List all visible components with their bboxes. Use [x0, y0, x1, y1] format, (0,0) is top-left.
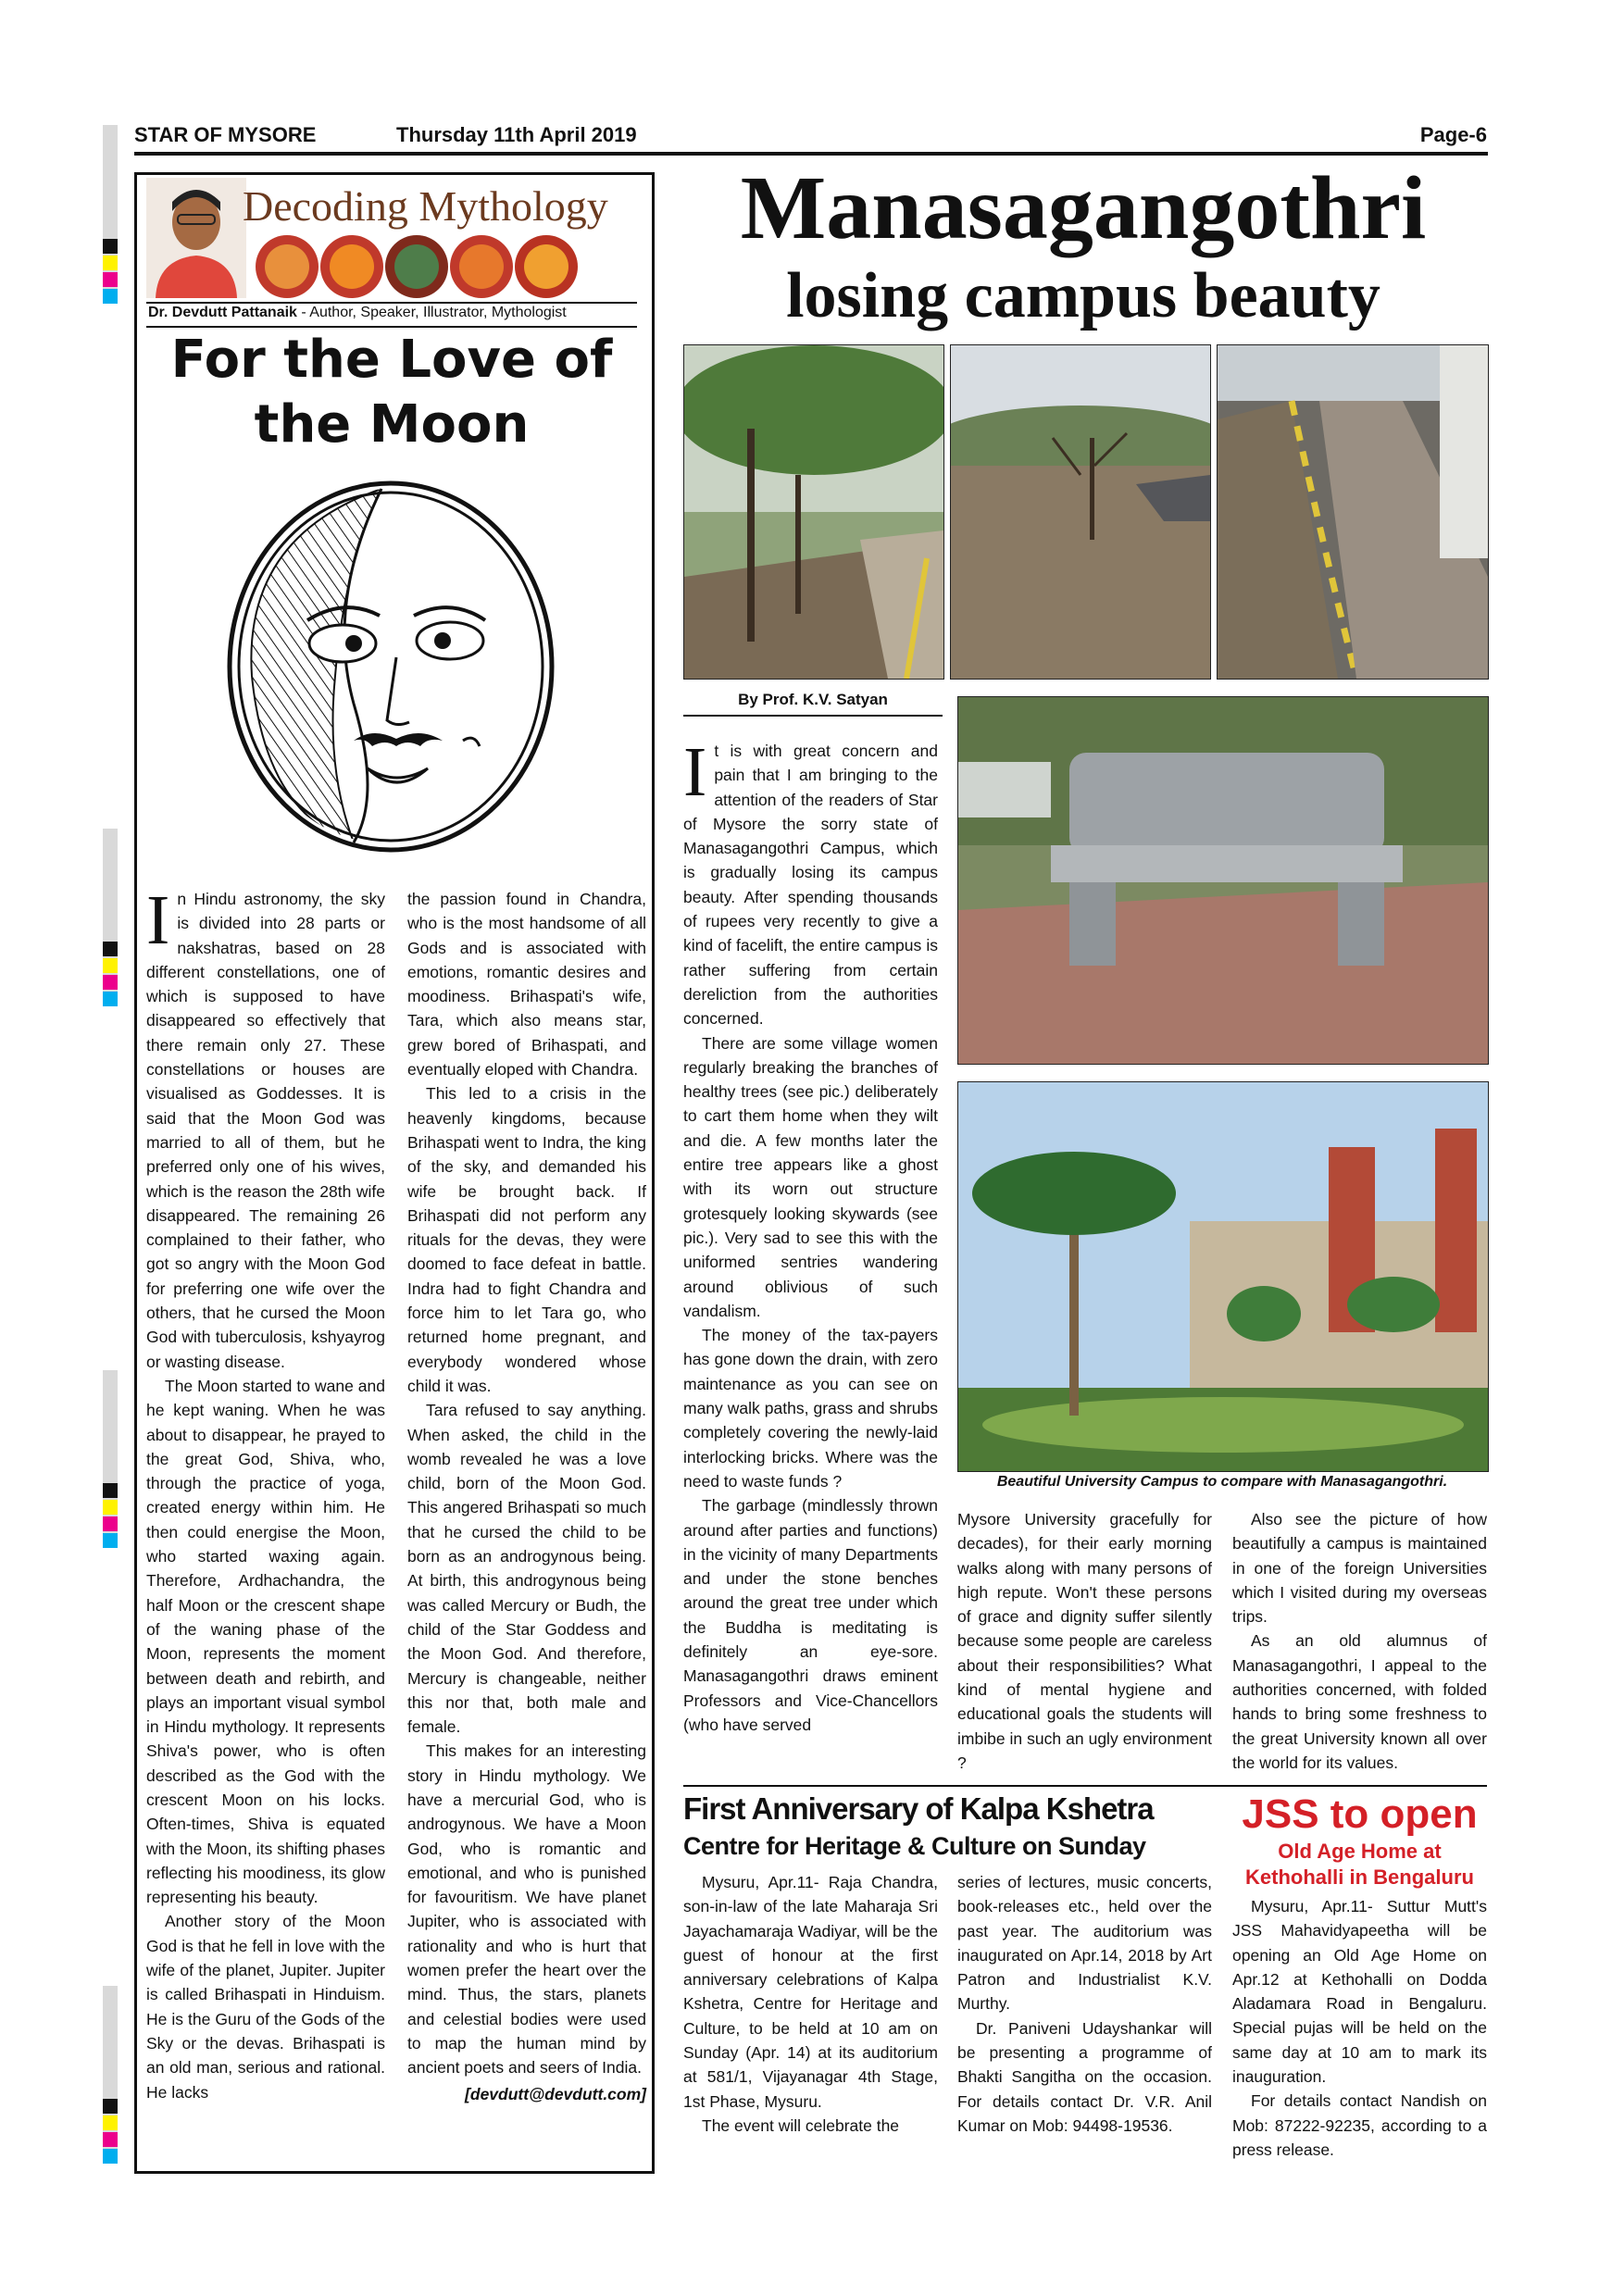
paragraph: Mysuru, Apr.11- Raja Chandra, son-in-law of the late Maharaja Sri Jayachamaraja Wadiyar, will be the guest of honour at the first anniversary celebrations of Kalpa Kshetra, Centre for Heritage and Culture, to be held at 10 am on Sunday (Apr. 14) at its auditorium at 581/1, Vijayanagar 4th Stage, 1st Phase, Mysuru.	[683, 1873, 938, 2111]
page-number: Page-6	[1419, 123, 1487, 146]
issue-date: Thursday 11th April 2019	[396, 123, 637, 146]
paragraph: For details contact Nandish on Mob: 87222-92235, according to a press release.	[1232, 2091, 1487, 2159]
registration-mark-black	[103, 239, 118, 254]
main-story-col3	[1232, 1507, 1487, 1775]
main-headline-2: losing campus beauty	[786, 260, 1380, 331]
registration-mark-black	[103, 2099, 118, 2114]
drop-cap: I	[146, 881, 170, 959]
registration-mark-cyan	[103, 2149, 118, 2164]
registration-mark-cyan	[103, 1533, 118, 1548]
paragraph: series of lectures, music concerts, book-releases etc., held over the past year. The auditorium was inaugurated on Apr.14, 2018 by Art Patron and Industrialist K.V. Murthy.	[957, 1873, 1212, 2014]
banner-rule	[146, 302, 637, 304]
registration-mark-cyan	[103, 289, 118, 304]
main-byline: By Prof. K.V. Satyan	[738, 691, 888, 708]
kalpa-col1	[683, 1870, 938, 2138]
paragraph: Mysore University gracefully for decades), for their early morning walks along with many persons of high repute. Won't these persons of grace and dignity suffer silently because some people are careless about their responsibilities? What kind of mental hygiene and educational goals the students will imbibe in such an ugly environment ?	[957, 1510, 1212, 1772]
registration-mark-yellow	[103, 2115, 118, 2130]
paragraph: The Moon started to wane and he kept waning. When he was about to disappear, he prayed to the great God, Shiva, who, through the practice of yoga, created energy within him. He then could energise the Moon, who started waxing again. Therefore, Ardhachandra, the half Moon or the crescent shape of the waning phase of the Moon, represents the moment between death and rebirth, and plays an important visual symbol in Hindu mythology. It represents Shiva's power, who is often described as the God with the crescent Moon on his locks. Often-times, Shiva is equated with the Moon, its shifting phases reflecting his moodiness, its glow representing his beauty.	[146, 1376, 385, 1907]
paragraph: the passion found in Chandra, who is the most handsome of all Gods and is associated with emotions, romantic desires and moodiness. Brihaspati's wife, Tara, which also means star, grew bored of Brihaspati, and eventually eloped with Chandra.	[407, 890, 646, 1079]
jss-subhead-1: Old Age Home at	[1278, 1840, 1442, 1863]
mask-icons	[256, 235, 578, 298]
paragraph: The money of the tax-payers has gone down the drain, with zero maintenance as you can see on many walk paths, grass and shrubs completely covering the newly-laid interlocking bricks. Where was the need to waste funds ?	[683, 1326, 938, 1491]
main-story-col1	[683, 733, 938, 1737]
paper-name: STAR OF MYSORE	[134, 123, 317, 146]
paragraph: The garbage (mindlessly thrown around after parties and functions) in the vicinity of many Departments and under the stone benches around the great tree under which the Buddha is meditating is definitely an eye-sore. Manasagangothri draws eminent Professors and Vice-Chancellors (who have served	[683, 1496, 938, 1734]
story-separator	[683, 1785, 1487, 1787]
main-story-col2	[957, 1507, 1212, 1775]
paragraph: It is with great concern and pain that I am bringing to the attention of the readers of Star of Mysore the sorry state of Manasagangothri Campus, which is gradually losing its campus beauty. After spending thousands of rupees very recently to give a kind of facelift, the entire campus is rather suffering from certain dereliction from the authorities concerned.	[683, 733, 938, 1029]
registration-mark-yellow	[103, 958, 118, 973]
moon-illustration	[215, 463, 567, 870]
paragraph: This led to a crisis in the heavenly kingdoms, because Brihaspati went to Indra, the king of the sky, and demanded his wife be brought back. If Brihaspati did not perform any rituals for the devas, they were doomed to face defeat in battle. Indra had to fight Chandra and force him to let Tara go, who returned home pregnant, and everybody wondered whose child it was.	[407, 1084, 646, 1395]
byline-name: Dr. Devdutt Pattanaik	[148, 305, 297, 320]
paragraph: The event will celebrate the	[702, 2115, 900, 2135]
main-headline-1: Manasagangothri	[740, 158, 1427, 258]
column-body-col1	[146, 881, 385, 2104]
photo-dry-leaves-path	[950, 344, 1211, 680]
paragraph: This makes for an interesting story in Hindu mythology. We have a mercurial God, who is androgynous. We have a Moon God, who is romantic and emotional, and who is punished for favouritism. We have planet Jupiter, who is associated with rationality and who is hurt that women prefer the heart over the mind. Thus, the stars, planets and celestial bodies were used to map the human mind by ancient poets and seers of India.	[407, 1741, 646, 2078]
registration-mark-magenta	[103, 975, 118, 990]
registration-mark-black	[103, 942, 118, 956]
registration-mark-magenta	[103, 1516, 118, 1531]
paragraph: In Hindu astronomy, the sky is divided into 28 parts or nakshatras, based on 28 different constellations, one of which is supposed to have disappeared so effectively that there remain only 27. These constellations or houses are visualised as Goddesses. It is said that the Moon God was married to all of them, but he preferred only one of his wives, which is the reason the 28th wife disappeared. The remaining 26 complained to their father, who got so angry with the Moon God for preferring one wife over the others, that he cursed the Moon God with tuberculosis, kshyayrog or wasting disease.	[146, 881, 385, 1371]
byline-desc: - Author, Speaker, Illustrator, Mythologist	[296, 305, 567, 320]
author-email[interactable]: [devdutt@devdutt.com]	[465, 2084, 646, 2103]
paragraph: Mysuru, Apr.11- Suttur Mutt's JSS Mahavidyapeetha will be opening an Old Age Home on Apr.12 at Kethohalli on Dodda Aladamara Road in Bengaluru. Special pujas will be held on the same day at 10 am to mark its inauguration.	[1232, 1897, 1487, 2087]
paragraph: Another story of the Moon God is that he fell in love with the wife of the planet, Jupiter. Jupiter is called Brihaspati in Hinduism. He is the Guru of the Gods of the Sky or the devas. Brihaspati is an old man, serious and rational. He lacks	[146, 1912, 385, 2102]
registration-mark-yellow	[103, 256, 118, 270]
campus-photo-caption: Beautiful University Campus to compare with Manasagangothri.	[996, 1474, 1448, 1490]
jss-headline: JSS to open	[1242, 1791, 1478, 1837]
registration-mark-magenta	[103, 272, 118, 287]
paragraph: As an old alumnus of Manasagangothri, I appeal to the authorities concerned, with folded hands to bring some freshness to the great University known all over the world for its values.	[1232, 1631, 1487, 1772]
kalpa-headline-2: Centre for Heritage & Culture on Sunday	[683, 1832, 1146, 1860]
registration-mark-cyan	[103, 992, 118, 1006]
paragraph: Also see the picture of how beautifully a campus is maintained in one of the foreign Universities which I visited during my overseas trips.	[1232, 1510, 1487, 1627]
kalpa-headline-1: First Anniversary of Kalpa Kshetra	[683, 1791, 1154, 1826]
column-title: Decoding Mythology	[243, 182, 608, 230]
jss-body	[1232, 1894, 1487, 2162]
registration-mark-magenta	[103, 2132, 118, 2147]
paragraph: Tara refused to say anything. When asked, the child in the womb revealed he was a love child, born of the Moon God. This angered Brihaspati so much that he cursed the child to be born as an androgynous being. At birth, this androgynous being was called Mercury or Budh, the child of the Star Goddess and the Moon God. And therefore, Mercury is changeable, neither this nor that, both male and female.	[407, 1401, 646, 1737]
registration-mark-yellow	[103, 1500, 118, 1515]
photo-stone-bench	[957, 696, 1489, 1065]
photo-foreign-university-campus	[957, 1081, 1489, 1472]
masthead-rule	[134, 152, 1488, 156]
photo-overgrown-walkway	[1217, 344, 1489, 680]
paragraph: Dr. Paniveni Udayshankar will be presenting a programme of Bhakti Sangitha on the occasion. For details contact Dr. V.R. Anil Kumar on Mob: 94498-19536.	[957, 2018, 1212, 2135]
photo-broken-tree	[683, 344, 944, 680]
drop-cap: I	[683, 733, 707, 811]
kalpa-col2	[957, 1870, 1212, 2138]
registration-mark-black	[103, 1483, 118, 1498]
byline	[148, 305, 567, 321]
jss-subhead-2: Kethohalli in Bengaluru	[1245, 1866, 1474, 1889]
byline-rule	[683, 715, 943, 717]
paragraph: There are some village women regularly breaking the branches of healthy trees (see pic.) deliberately to cart them home when they wilt and die. A few months later the entire tree appears like a ghost with its worn out structure grotesquely looking skywards (see pic.). Very sad to see this with the uniformed sentries wandering around oblivious of such vandalism.	[683, 1033, 938, 1320]
column-body-col2	[407, 887, 646, 2106]
column-headline: For the Love of the Moon	[170, 330, 613, 455]
